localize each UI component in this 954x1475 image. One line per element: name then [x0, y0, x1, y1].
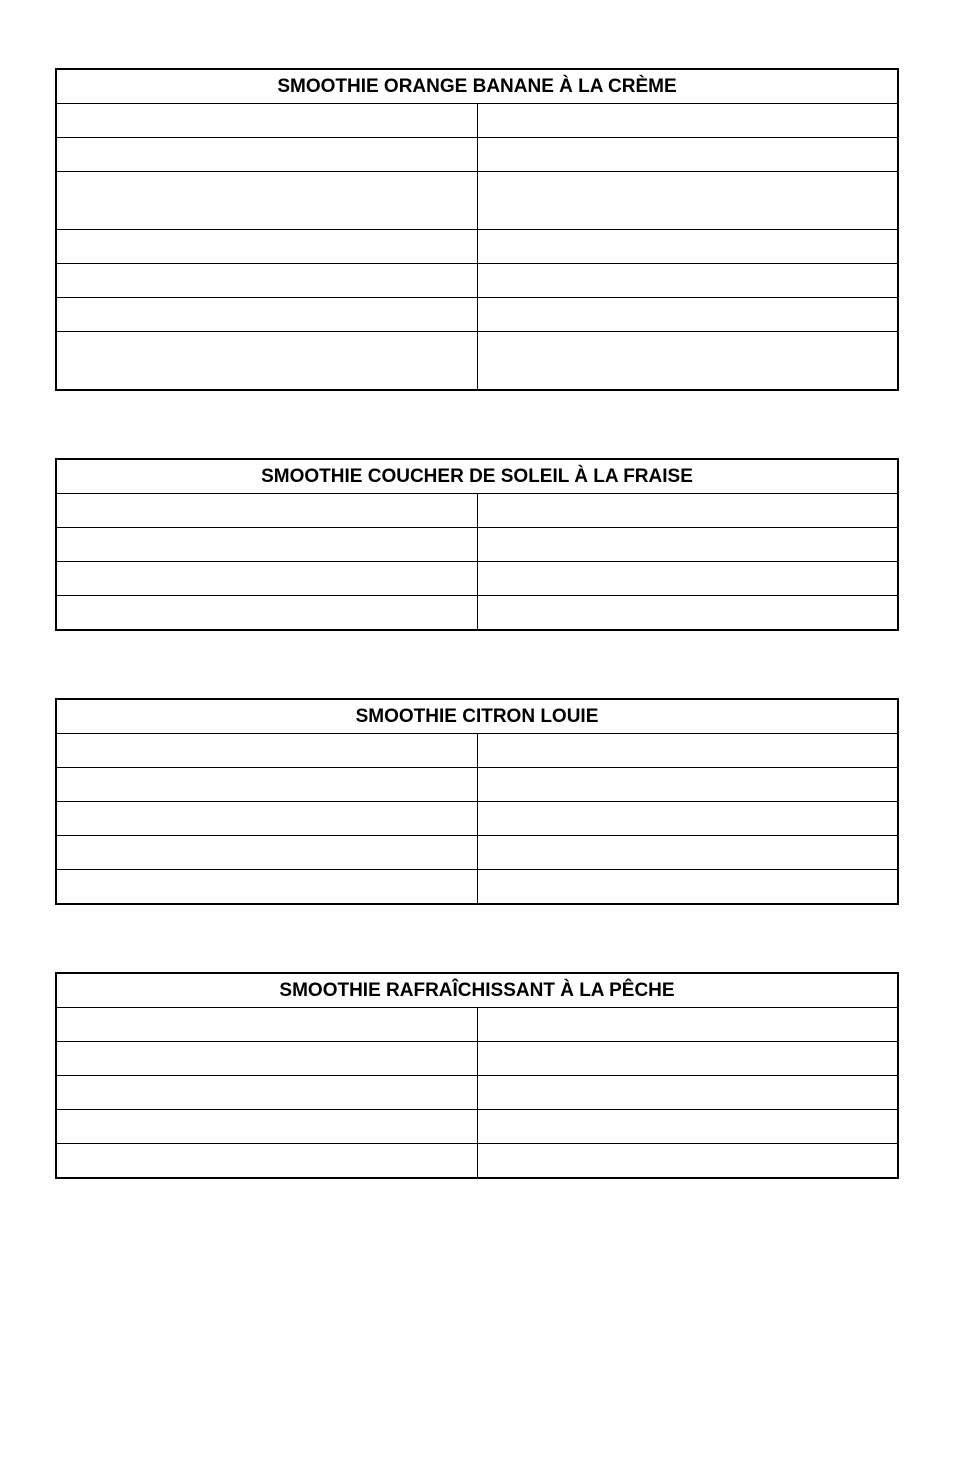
table-row — [57, 298, 898, 332]
table-cell-right — [477, 1076, 898, 1110]
table-row — [57, 1076, 898, 1110]
table-cell-right — [477, 1008, 898, 1042]
table-row — [57, 870, 898, 904]
table-cell-left — [57, 768, 478, 802]
table-cell-right — [477, 172, 898, 230]
table-title: SMOOTHIE COUCHER DE SOLEIL À LA FRAISE — [57, 460, 898, 494]
table-row — [57, 494, 898, 528]
table-cell-right — [477, 802, 898, 836]
table-row — [57, 332, 898, 390]
table-row — [57, 1110, 898, 1144]
table-row — [57, 1042, 898, 1076]
table-cell-left — [57, 1008, 478, 1042]
table-header-row — [57, 974, 898, 1008]
table-cell-right — [477, 768, 898, 802]
table-row — [57, 264, 898, 298]
table-title: SMOOTHIE CITRON LOUIE — [57, 700, 898, 734]
table-header-row — [57, 700, 898, 734]
table-row — [57, 172, 898, 230]
table-cell-left — [57, 528, 478, 562]
table-cell-right — [477, 596, 898, 630]
table-cell-left — [57, 494, 478, 528]
recipe-table-rafraichissant-peche — [56, 973, 898, 1178]
table-row — [57, 596, 898, 630]
table-cell-left — [57, 332, 478, 390]
table-cell-left — [57, 802, 478, 836]
table-row — [57, 802, 898, 836]
table-cell-left — [57, 172, 478, 230]
table-title: SMOOTHIE ORANGE BANANE À LA CRÈME — [57, 70, 898, 104]
table-cell-right — [477, 298, 898, 332]
table-cell-left — [57, 1042, 478, 1076]
table-cell-left — [57, 138, 478, 172]
table-cell-right — [477, 528, 898, 562]
table-row — [57, 1144, 898, 1178]
table-cell-right — [477, 264, 898, 298]
table-row — [57, 528, 898, 562]
table-title: SMOOTHIE RAFRAÎCHISSANT À LA PÊCHE — [57, 974, 898, 1008]
table-cell-right — [477, 1144, 898, 1178]
table-cell-left — [57, 298, 478, 332]
recipe-table-coucher-de-soleil — [56, 459, 898, 630]
table-header-row — [57, 70, 898, 104]
table-cell-left — [57, 562, 478, 596]
table-row — [57, 1008, 898, 1042]
table-row — [57, 734, 898, 768]
table-cell-right — [477, 104, 898, 138]
table-cell-left — [57, 870, 478, 904]
table-cell-right — [477, 1110, 898, 1144]
table-cell-right — [477, 734, 898, 768]
table-cell-right — [477, 562, 898, 596]
table-row — [57, 562, 898, 596]
table-cell-left — [57, 836, 478, 870]
table-cell-right — [477, 138, 898, 172]
table-cell-right — [477, 836, 898, 870]
table-row — [57, 768, 898, 802]
table-cell-left — [57, 104, 478, 138]
table-row — [57, 836, 898, 870]
table-cell-right — [477, 494, 898, 528]
table-cell-left — [57, 230, 478, 264]
table-cell-right — [477, 332, 898, 390]
recipe-table-citron-louie — [56, 699, 898, 904]
table-cell-left — [57, 734, 478, 768]
table-row — [57, 104, 898, 138]
table-row — [57, 230, 898, 264]
table-row — [57, 138, 898, 172]
table-header-row — [57, 460, 898, 494]
table-cell-right — [477, 230, 898, 264]
table-cell-left — [57, 1144, 478, 1178]
table-cell-left — [57, 596, 478, 630]
recipe-table-orange-banane — [56, 69, 898, 390]
table-cell-right — [477, 870, 898, 904]
table-cell-left — [57, 1076, 478, 1110]
table-cell-left — [57, 264, 478, 298]
table-cell-left — [57, 1110, 478, 1144]
table-cell-right — [477, 1042, 898, 1076]
